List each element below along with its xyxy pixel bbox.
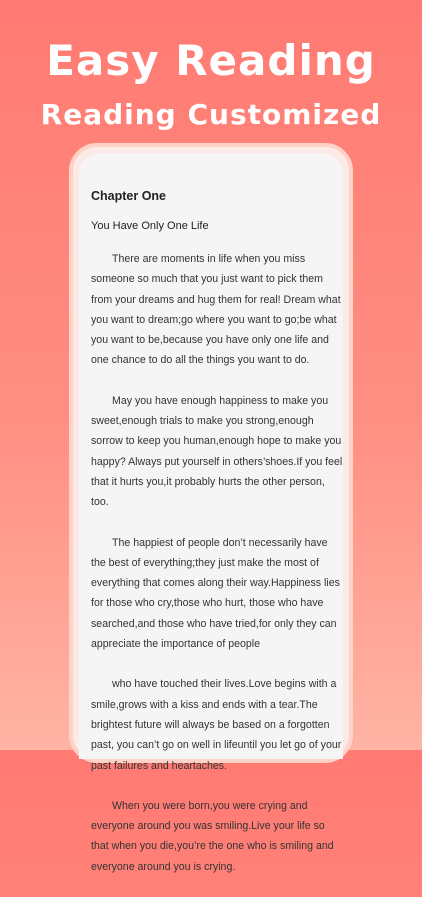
paragraph: When you were born,you were crying and everyone around you was smiling.Live your life so that when you die,you’re the one who is smiling and everyone around you is crying.: [91, 799, 334, 873]
paragraph: who have touched their lives.Love begins with a smile,grows with a kiss and ends with a tear.The brightest future will always be based on a forgotten past, you can’t go on well in lifeuntil you let go of your past failures and heartaches.: [91, 678, 342, 772]
phone-frame: [69, 143, 353, 873]
section-title: You Have Only One Life: [91, 220, 209, 232]
reader-screen[interactable]: [79, 153, 343, 873]
promo-title: Easy Reading: [46, 36, 376, 85]
reader-content: [91, 189, 343, 897]
chapter-title: Chapter One: [91, 189, 167, 203]
promo-subtitle: Reading Customized: [40, 98, 382, 131]
paragraph: The happiest of people don’t necessarily have the best of everything;they just make the most of everything that comes along their way.Happiness lies for those who cry,those who hurt, those who have searched,and those who have tried,for only they can appreciate the importance of people: [91, 536, 340, 651]
paragraph: There are moments in life when you miss someone so much that you just want to pick them from your dreams and hug them for real! Dream what you want to dream;go where you want to go;be what you want to be,because you have only one life and one chance to do all the things you want to do.: [91, 253, 341, 367]
paragraph: May you have enough happiness to make you sweet,enough trials to make you strong,enough sorrow to keep you human,enough hope to make you happy? Always put yourself in others’shoes.If you feel that it hurts you,it probably hurts the other person, too.: [91, 394, 343, 509]
